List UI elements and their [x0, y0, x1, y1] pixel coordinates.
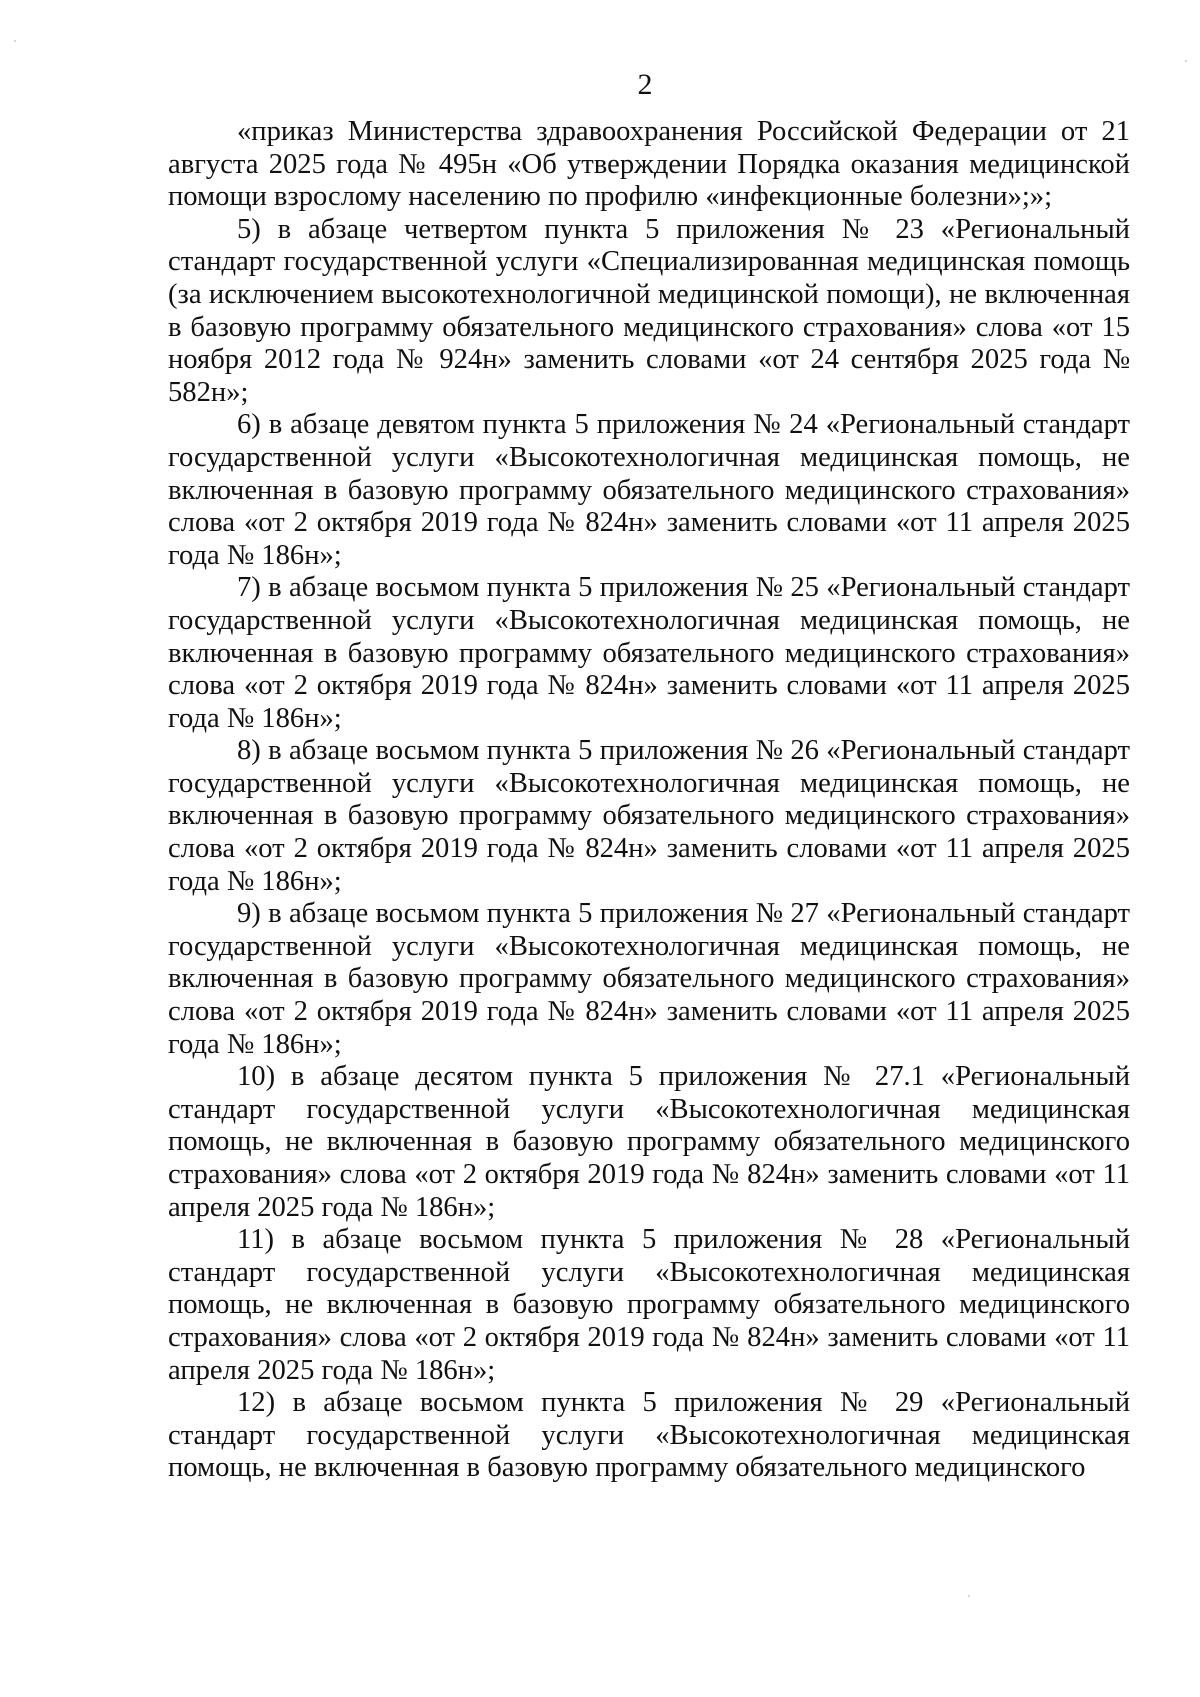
paragraph-item-10: 10) в абзаце десятом пункта 5 приложения № 27.1 «Региональный стандарт государственной услуги «Высокотехнологичная медицинская помощь, не включенная в базовую программу обязательного медицинского страхования» слова «от 2 октября 2019 года № 824н» заменить словами «от 11 апреля 2025 года № 186н»; [168, 1061, 1130, 1223]
scan-speck [968, 1595, 970, 1597]
paragraph-item-12: 12) в абзаце восьмом пункта 5 приложения № 29 «Региональный стандарт государственной услуги «Высокотехнологичная медицинская помощь, не включенная в базовую программу обязательного медицинского [168, 1387, 1130, 1484]
scan-speck [1185, 60, 1187, 62]
document-body [168, 116, 1130, 1485]
paragraph-item-5: 5) в абзаце четвертом пункта 5 приложения № 23 «Региональный стандарт государственной услуги «Специализированная медицинская помощь (за исключением высокотехнологичной медицинской помощи), не включенная в базовую программу обязательного медицинского страхования» слова «от 15 ноября 2012 года № 924н» заменить словами «от 24 сентября 2025 года № 582н»; [168, 213, 1130, 408]
paragraph-item-6: 6) в абзаце девятом пункта 5 приложения № 24 «Региональный стандарт государственной услуги «Высокотехнологичная медицинская помощь, не включенная в базовую программу обязательного медицинского страхования» слова «от 2 октября 2019 года № 824н» заменить словами «от 11 апреля 2025 года № 186н»; [168, 409, 1130, 571]
scan-speck [14, 40, 16, 42]
paragraph-order-reference: «приказ Министерства здравоохранения Российской Федерации от 21 августа 2025 года № 495н «Об утверждении Порядка оказания медицинской помощи взрослому населению по профилю «инфекционные болезни»;»; [168, 116, 1130, 213]
paragraph-item-8: 8) в абзаце восьмом пункта 5 приложения № 26 «Региональный стандарт государственной услуги «Высокотехнологичная медицинская помощь, не включенная в базовую программу обязательного медицинского страхования» слова «от 2 октября 2019 года № 824н» заменить словами «от 11 апреля 2025 года № 186н»; [168, 735, 1130, 897]
paragraph-item-11: 11) в абзаце восьмом пункта 5 приложения № 28 «Региональный стандарт государственной услуги «Высокотехнологичная медицинская помощь, не включенная в базовую программу обязательного медицинского страхования» слова «от 2 октября 2019 года № 824н» заменить словами «от 11 апреля 2025 года № 186н»; [168, 1224, 1130, 1386]
paragraph-item-7: 7) в абзаце восьмом пункта 5 приложения № 25 «Региональный стандарт государственной услуги «Высокотехнологичная медицинская помощь, не включенная в базовую программу обязательного медицинского страхования» слова «от 2 октября 2019 года № 824н» заменить словами «от 11 апреля 2025 года № 186н»; [168, 572, 1130, 734]
page-number: 2 [637, 68, 653, 101]
paragraph-item-9: 9) в абзаце восьмом пункта 5 приложения № 27 «Региональный стандарт государственной услуги «Высокотехнологичная медицинская помощь, не включенная в базовую программу обязательного медицинского страхования» слова «от 2 октября 2019 года № 824н» заменить словами «от 11 апреля 2025 года № 186н»; [168, 898, 1130, 1060]
